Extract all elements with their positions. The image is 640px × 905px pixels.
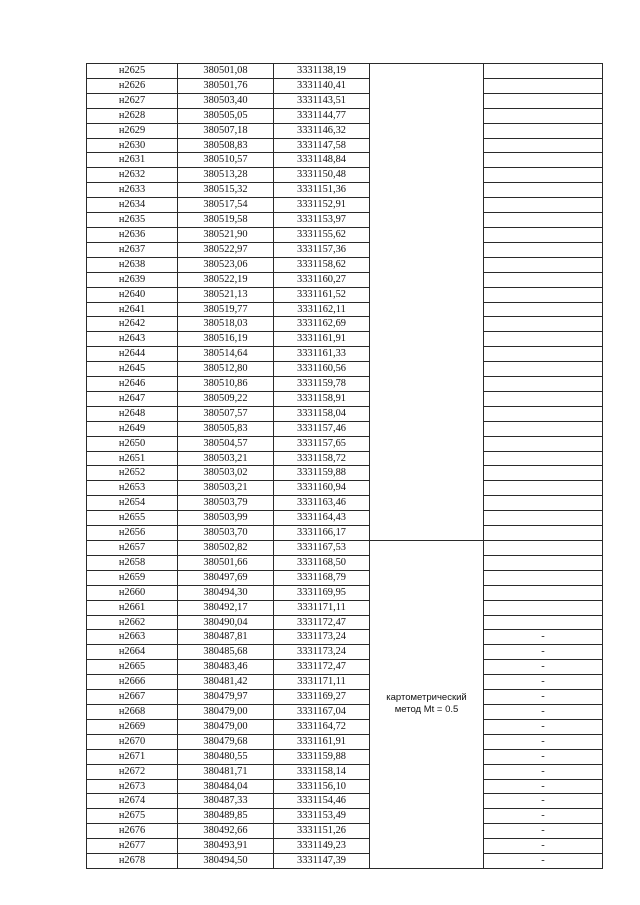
point-name-cell: н2635 xyxy=(87,213,178,228)
y-coordinate-cell: 3331169,95 xyxy=(274,585,370,600)
table-row xyxy=(87,451,603,466)
y-coordinate-cell: 3331151,26 xyxy=(274,824,370,839)
point-name-cell: н2653 xyxy=(87,481,178,496)
note-cell xyxy=(484,466,603,481)
y-coordinate-cell: 3331160,94 xyxy=(274,481,370,496)
method-cell xyxy=(370,541,484,869)
x-coordinate-cell: 380503,21 xyxy=(178,481,274,496)
point-name-cell: н2628 xyxy=(87,108,178,123)
note-cell xyxy=(484,541,603,556)
x-coordinate-cell: 380507,57 xyxy=(178,406,274,421)
y-coordinate-cell: 3331166,17 xyxy=(274,526,370,541)
y-coordinate-cell: 3331173,24 xyxy=(274,630,370,645)
table-row xyxy=(87,585,603,600)
table-row xyxy=(87,198,603,213)
table-row xyxy=(87,64,603,79)
point-name-cell: н2654 xyxy=(87,496,178,511)
table-row xyxy=(87,108,603,123)
table-row xyxy=(87,645,603,660)
y-coordinate-cell: 3331169,27 xyxy=(274,690,370,705)
x-coordinate-cell: 380479,00 xyxy=(178,719,274,734)
point-name-cell: н2669 xyxy=(87,719,178,734)
table-row xyxy=(87,377,603,392)
x-coordinate-cell: 380514,64 xyxy=(178,347,274,362)
x-coordinate-cell: 380492,66 xyxy=(178,824,274,839)
table-row xyxy=(87,227,603,242)
table-row xyxy=(87,302,603,317)
table-row xyxy=(87,332,603,347)
note-cell xyxy=(484,93,603,108)
y-coordinate-cell: 3331153,49 xyxy=(274,809,370,824)
table-row xyxy=(87,257,603,272)
note-cell: - xyxy=(484,779,603,794)
y-coordinate-cell: 3331146,32 xyxy=(274,123,370,138)
note-cell xyxy=(484,570,603,585)
table-row xyxy=(87,854,603,869)
y-coordinate-cell: 3331167,04 xyxy=(274,704,370,719)
y-coordinate-cell: 3331160,27 xyxy=(274,272,370,287)
y-coordinate-cell: 3331171,11 xyxy=(274,675,370,690)
point-name-cell: н2665 xyxy=(87,660,178,675)
point-name-cell: н2634 xyxy=(87,198,178,213)
x-coordinate-cell: 380507,18 xyxy=(178,123,274,138)
table-row xyxy=(87,153,603,168)
note-cell: - xyxy=(484,645,603,660)
point-name-cell: н2674 xyxy=(87,794,178,809)
point-name-cell: н2675 xyxy=(87,809,178,824)
table-row xyxy=(87,570,603,585)
note-cell xyxy=(484,347,603,362)
x-coordinate-cell: 380516,19 xyxy=(178,332,274,347)
table-row xyxy=(87,794,603,809)
table-row xyxy=(87,242,603,257)
x-coordinate-cell: 380492,17 xyxy=(178,600,274,615)
x-coordinate-cell: 380501,08 xyxy=(178,64,274,79)
table-row xyxy=(87,541,603,556)
note-cell xyxy=(484,362,603,377)
note-cell xyxy=(484,198,603,213)
note-cell xyxy=(484,481,603,496)
table-row xyxy=(87,213,603,228)
point-name-cell: н2651 xyxy=(87,451,178,466)
x-coordinate-cell: 380512,80 xyxy=(178,362,274,377)
x-coordinate-cell: 380523,06 xyxy=(178,257,274,272)
y-coordinate-cell: 3331161,33 xyxy=(274,347,370,362)
x-coordinate-cell: 380505,83 xyxy=(178,421,274,436)
note-cell xyxy=(484,302,603,317)
point-name-cell: н2673 xyxy=(87,779,178,794)
point-name-cell: н2663 xyxy=(87,630,178,645)
point-name-cell: н2655 xyxy=(87,511,178,526)
note-cell xyxy=(484,227,603,242)
table-row xyxy=(87,183,603,198)
note-cell xyxy=(484,183,603,198)
table-row xyxy=(87,839,603,854)
x-coordinate-cell: 380503,99 xyxy=(178,511,274,526)
y-coordinate-cell: 3331148,84 xyxy=(274,153,370,168)
point-name-cell: н2632 xyxy=(87,168,178,183)
note-cell: - xyxy=(484,824,603,839)
point-name-cell: н2641 xyxy=(87,302,178,317)
y-coordinate-cell: 3331158,04 xyxy=(274,406,370,421)
x-coordinate-cell: 380519,77 xyxy=(178,302,274,317)
y-coordinate-cell: 3331161,91 xyxy=(274,332,370,347)
point-name-cell: н2658 xyxy=(87,555,178,570)
table-row xyxy=(87,138,603,153)
point-name-cell: н2645 xyxy=(87,362,178,377)
note-cell xyxy=(484,138,603,153)
note-cell xyxy=(484,78,603,93)
note-cell: - xyxy=(484,690,603,705)
y-coordinate-cell: 3331143,51 xyxy=(274,93,370,108)
note-cell: - xyxy=(484,630,603,645)
x-coordinate-cell: 380503,21 xyxy=(178,451,274,466)
table-row xyxy=(87,734,603,749)
note-cell: - xyxy=(484,660,603,675)
point-name-cell: н2647 xyxy=(87,391,178,406)
y-coordinate-cell: 3331164,72 xyxy=(274,719,370,734)
table-row xyxy=(87,347,603,362)
y-coordinate-cell: 3331153,97 xyxy=(274,213,370,228)
y-coordinate-cell: 3331158,62 xyxy=(274,257,370,272)
note-cell xyxy=(484,153,603,168)
table-row xyxy=(87,391,603,406)
point-name-cell: н2676 xyxy=(87,824,178,839)
x-coordinate-cell: 380494,50 xyxy=(178,854,274,869)
table-row xyxy=(87,526,603,541)
y-coordinate-cell: 3331147,58 xyxy=(274,138,370,153)
note-cell xyxy=(484,64,603,79)
note-cell: - xyxy=(484,809,603,824)
table-row xyxy=(87,555,603,570)
note-cell xyxy=(484,317,603,332)
x-coordinate-cell: 380501,76 xyxy=(178,78,274,93)
note-cell xyxy=(484,526,603,541)
x-coordinate-cell: 380503,02 xyxy=(178,466,274,481)
table-row xyxy=(87,690,603,705)
point-name-cell: н2642 xyxy=(87,317,178,332)
note-cell xyxy=(484,391,603,406)
note-cell: - xyxy=(484,794,603,809)
note-cell xyxy=(484,600,603,615)
x-coordinate-cell: 380502,82 xyxy=(178,541,274,556)
note-cell xyxy=(484,272,603,287)
x-coordinate-cell: 380479,00 xyxy=(178,704,274,719)
note-cell: - xyxy=(484,764,603,779)
x-coordinate-cell: 380509,22 xyxy=(178,391,274,406)
y-coordinate-cell: 3331168,50 xyxy=(274,555,370,570)
x-coordinate-cell: 380479,68 xyxy=(178,734,274,749)
point-name-cell: н2637 xyxy=(87,242,178,257)
x-coordinate-cell: 380483,46 xyxy=(178,660,274,675)
x-coordinate-cell: 380517,54 xyxy=(178,198,274,213)
point-name-cell: н2670 xyxy=(87,734,178,749)
note-cell xyxy=(484,511,603,526)
table-row xyxy=(87,630,603,645)
y-coordinate-cell: 3331156,10 xyxy=(274,779,370,794)
point-name-cell: н2644 xyxy=(87,347,178,362)
point-name-cell: н2671 xyxy=(87,749,178,764)
table-row xyxy=(87,809,603,824)
y-coordinate-cell: 3331151,36 xyxy=(274,183,370,198)
y-coordinate-cell: 3331171,11 xyxy=(274,600,370,615)
x-coordinate-cell: 380485,68 xyxy=(178,645,274,660)
y-coordinate-cell: 3331172,47 xyxy=(274,660,370,675)
note-cell xyxy=(484,496,603,511)
table-row xyxy=(87,168,603,183)
x-coordinate-cell: 380504,57 xyxy=(178,436,274,451)
point-name-cell: н2668 xyxy=(87,704,178,719)
table-row xyxy=(87,704,603,719)
x-coordinate-cell: 380519,58 xyxy=(178,213,274,228)
note-cell xyxy=(484,615,603,630)
table-row xyxy=(87,496,603,511)
table-row xyxy=(87,78,603,93)
y-coordinate-cell: 3331158,91 xyxy=(274,391,370,406)
point-name-cell: н2678 xyxy=(87,854,178,869)
x-coordinate-cell: 380513,28 xyxy=(178,168,274,183)
y-coordinate-cell: 3331158,72 xyxy=(274,451,370,466)
coordinates-table xyxy=(86,63,603,869)
point-name-cell: н2638 xyxy=(87,257,178,272)
y-coordinate-cell: 3331157,36 xyxy=(274,242,370,257)
x-coordinate-cell: 380480,55 xyxy=(178,749,274,764)
table-row xyxy=(87,362,603,377)
note-cell: - xyxy=(484,719,603,734)
note-cell xyxy=(484,555,603,570)
y-coordinate-cell: 3331162,11 xyxy=(274,302,370,317)
point-name-cell: н2640 xyxy=(87,287,178,302)
note-cell xyxy=(484,585,603,600)
table-row xyxy=(87,287,603,302)
y-coordinate-cell: 3331144,77 xyxy=(274,108,370,123)
point-name-cell: н2629 xyxy=(87,123,178,138)
y-coordinate-cell: 3331159,78 xyxy=(274,377,370,392)
table-row xyxy=(87,675,603,690)
coordinates-table-body xyxy=(87,64,603,869)
point-name-cell: н2666 xyxy=(87,675,178,690)
y-coordinate-cell: 3331172,47 xyxy=(274,615,370,630)
table-row xyxy=(87,511,603,526)
table-row xyxy=(87,436,603,451)
note-cell xyxy=(484,213,603,228)
note-cell xyxy=(484,421,603,436)
note-cell: - xyxy=(484,839,603,854)
y-coordinate-cell: 3331138,19 xyxy=(274,64,370,79)
x-coordinate-cell: 380503,70 xyxy=(178,526,274,541)
x-coordinate-cell: 380508,83 xyxy=(178,138,274,153)
method-label-line1: картометрический xyxy=(386,692,467,704)
y-coordinate-cell: 3331162,69 xyxy=(274,317,370,332)
x-coordinate-cell: 380521,13 xyxy=(178,287,274,302)
point-name-cell: н2627 xyxy=(87,93,178,108)
note-cell xyxy=(484,451,603,466)
table-row xyxy=(87,272,603,287)
note-cell xyxy=(484,287,603,302)
method-cell xyxy=(370,64,484,541)
y-coordinate-cell: 3331173,24 xyxy=(274,645,370,660)
note-cell xyxy=(484,332,603,347)
point-name-cell: н2633 xyxy=(87,183,178,198)
point-name-cell: н2661 xyxy=(87,600,178,615)
note-cell: - xyxy=(484,675,603,690)
note-cell xyxy=(484,406,603,421)
x-coordinate-cell: 380501,66 xyxy=(178,555,274,570)
x-coordinate-cell: 380481,42 xyxy=(178,675,274,690)
x-coordinate-cell: 380510,57 xyxy=(178,153,274,168)
point-name-cell: н2677 xyxy=(87,839,178,854)
x-coordinate-cell: 380505,05 xyxy=(178,108,274,123)
point-name-cell: н2649 xyxy=(87,421,178,436)
note-cell xyxy=(484,123,603,138)
x-coordinate-cell: 380487,81 xyxy=(178,630,274,645)
point-name-cell: н2631 xyxy=(87,153,178,168)
note-cell xyxy=(484,436,603,451)
y-coordinate-cell: 3331155,62 xyxy=(274,227,370,242)
y-coordinate-cell: 3331152,91 xyxy=(274,198,370,213)
point-name-cell: н2659 xyxy=(87,570,178,585)
method-label-line2: метод Mt = 0.5 xyxy=(394,704,459,716)
point-name-cell: н2625 xyxy=(87,64,178,79)
x-coordinate-cell: 380484,04 xyxy=(178,779,274,794)
point-name-cell: н2657 xyxy=(87,541,178,556)
x-coordinate-cell: 380522,97 xyxy=(178,242,274,257)
point-name-cell: н2626 xyxy=(87,78,178,93)
x-coordinate-cell: 380510,86 xyxy=(178,377,274,392)
table-row xyxy=(87,779,603,794)
note-cell xyxy=(484,257,603,272)
note-cell: - xyxy=(484,749,603,764)
y-coordinate-cell: 3331147,39 xyxy=(274,854,370,869)
note-cell: - xyxy=(484,734,603,749)
y-coordinate-cell: 3331149,23 xyxy=(274,839,370,854)
y-coordinate-cell: 3331164,43 xyxy=(274,511,370,526)
x-coordinate-cell: 380503,40 xyxy=(178,93,274,108)
table-row xyxy=(87,317,603,332)
x-coordinate-cell: 380490,04 xyxy=(178,615,274,630)
x-coordinate-cell: 380515,32 xyxy=(178,183,274,198)
y-coordinate-cell: 3331154,46 xyxy=(274,794,370,809)
point-name-cell: н2646 xyxy=(87,377,178,392)
note-cell: - xyxy=(484,854,603,869)
note-cell xyxy=(484,242,603,257)
point-name-cell: н2636 xyxy=(87,227,178,242)
x-coordinate-cell: 380481,71 xyxy=(178,764,274,779)
table-row xyxy=(87,600,603,615)
y-coordinate-cell: 3331158,14 xyxy=(274,764,370,779)
x-coordinate-cell: 380493,91 xyxy=(178,839,274,854)
y-coordinate-cell: 3331157,65 xyxy=(274,436,370,451)
point-name-cell: н2652 xyxy=(87,466,178,481)
x-coordinate-cell: 380497,69 xyxy=(178,570,274,585)
x-coordinate-cell: 380518,03 xyxy=(178,317,274,332)
table-row xyxy=(87,824,603,839)
x-coordinate-cell: 380521,90 xyxy=(178,227,274,242)
table-row xyxy=(87,764,603,779)
x-coordinate-cell: 380503,79 xyxy=(178,496,274,511)
x-coordinate-cell: 380489,85 xyxy=(178,809,274,824)
point-name-cell: н2643 xyxy=(87,332,178,347)
table-row xyxy=(87,466,603,481)
table-row xyxy=(87,719,603,734)
table-row xyxy=(87,421,603,436)
note-cell xyxy=(484,377,603,392)
table-row xyxy=(87,749,603,764)
point-name-cell: н2650 xyxy=(87,436,178,451)
point-name-cell: н2662 xyxy=(87,615,178,630)
y-coordinate-cell: 3331159,88 xyxy=(274,466,370,481)
point-name-cell: н2630 xyxy=(87,138,178,153)
x-coordinate-cell: 380487,33 xyxy=(178,794,274,809)
y-coordinate-cell: 3331161,52 xyxy=(274,287,370,302)
table-row xyxy=(87,123,603,138)
y-coordinate-cell: 3331157,46 xyxy=(274,421,370,436)
table-row xyxy=(87,660,603,675)
y-coordinate-cell: 3331160,56 xyxy=(274,362,370,377)
note-cell xyxy=(484,108,603,123)
point-name-cell: н2667 xyxy=(87,690,178,705)
y-coordinate-cell: 3331167,53 xyxy=(274,541,370,556)
note-cell xyxy=(484,168,603,183)
y-coordinate-cell: 3331140,41 xyxy=(274,78,370,93)
point-name-cell: н2664 xyxy=(87,645,178,660)
y-coordinate-cell: 3331168,79 xyxy=(274,570,370,585)
x-coordinate-cell: 380479,97 xyxy=(178,690,274,705)
table-row xyxy=(87,615,603,630)
x-coordinate-cell: 380494,30 xyxy=(178,585,274,600)
table-row xyxy=(87,406,603,421)
point-name-cell: н2648 xyxy=(87,406,178,421)
point-name-cell: н2656 xyxy=(87,526,178,541)
point-name-cell: н2672 xyxy=(87,764,178,779)
table-row xyxy=(87,481,603,496)
table-row xyxy=(87,93,603,108)
y-coordinate-cell: 3331159,88 xyxy=(274,749,370,764)
y-coordinate-cell: 3331150,48 xyxy=(274,168,370,183)
x-coordinate-cell: 380522,19 xyxy=(178,272,274,287)
y-coordinate-cell: 3331163,46 xyxy=(274,496,370,511)
point-name-cell: н2660 xyxy=(87,585,178,600)
note-cell: - xyxy=(484,704,603,719)
point-name-cell: н2639 xyxy=(87,272,178,287)
y-coordinate-cell: 3331161,91 xyxy=(274,734,370,749)
